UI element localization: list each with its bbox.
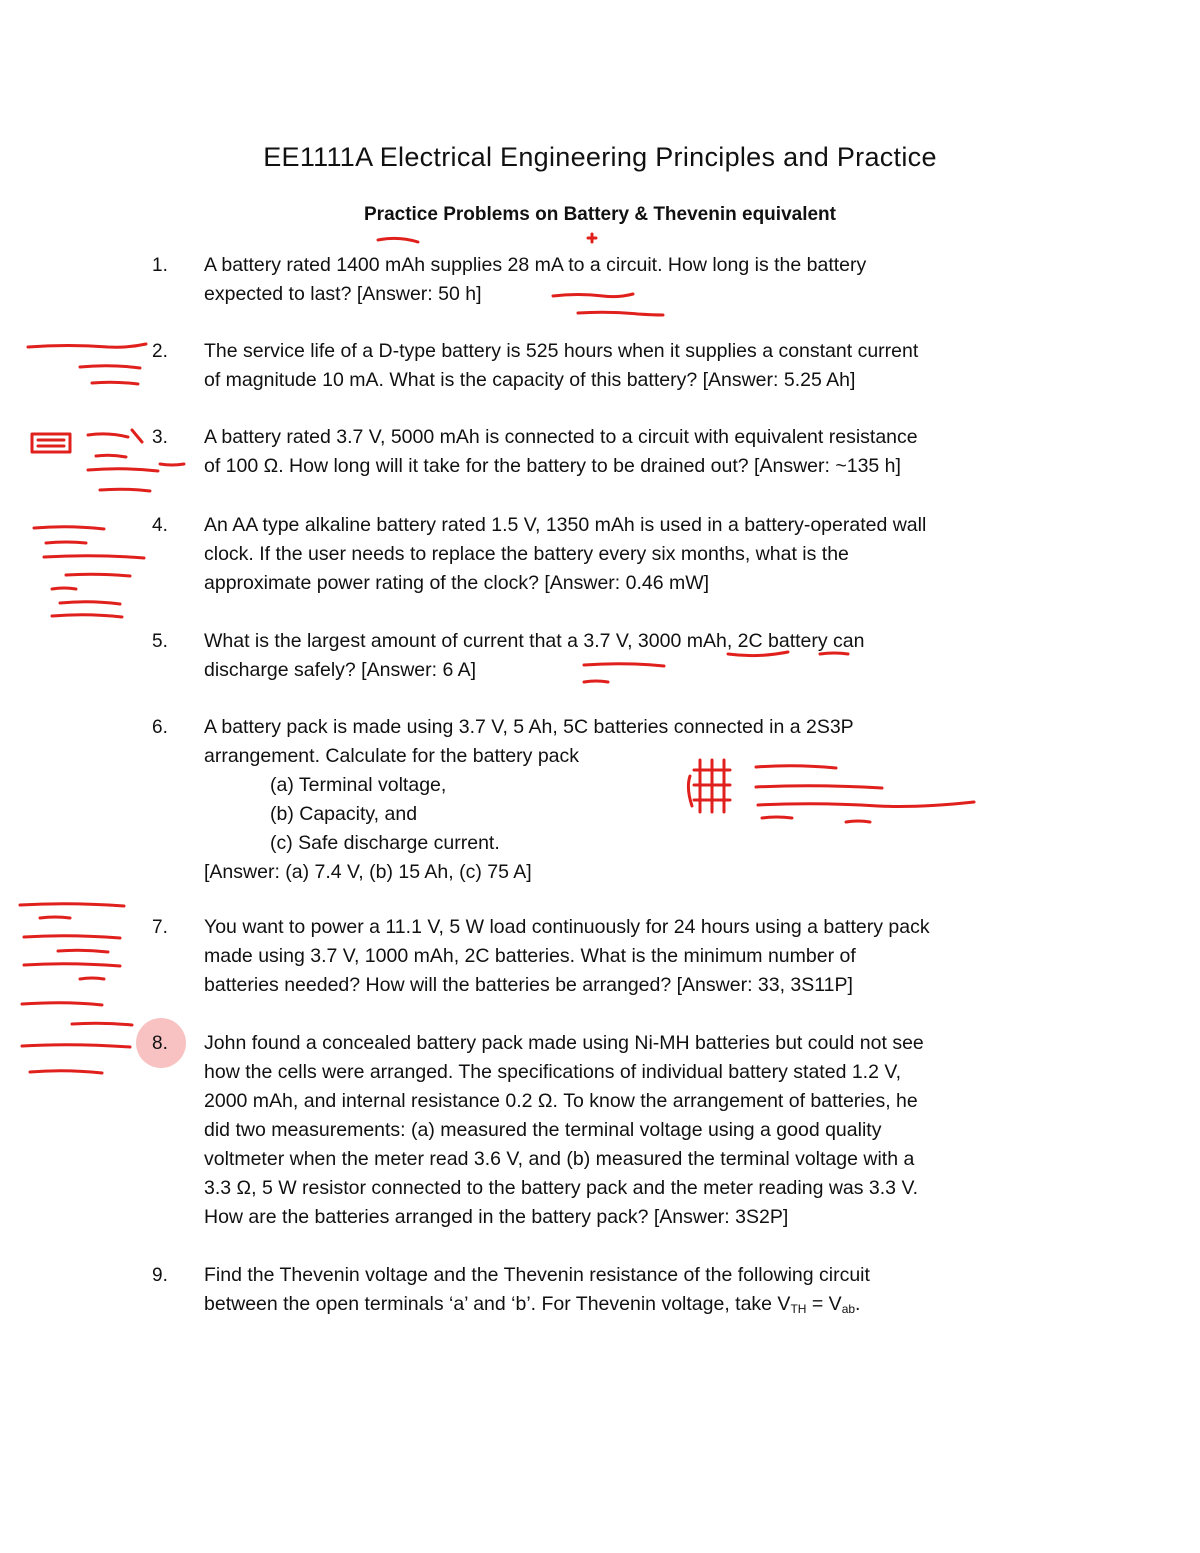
problem-text: A battery rated 3.7 V, 5000 mAh is connected to a circuit with equivalent resistance of 100 Ω. How long will it take for the battery to be drained out? [Answer: ~135 h]	[204, 426, 918, 477]
problem-text: A battery pack is made using 3.7 V, 5 Ah, 5C batteries connected in a 2S3P arrangement. Calculate for the battery pack (a) Terminal voltage, (b) Capacity, and (c) Safe discharge current. [Answer: (a) 7.4 V, (b) 15 Ah, (c) 75 A]	[204, 713, 1074, 887]
scribble	[756, 766, 836, 768]
scribble	[46, 542, 86, 543]
scribble	[22, 1045, 130, 1047]
problem-text: John found a concealed battery pack made using Ni-MH batteries but could not see how the cells were arranged. The specifications of individual battery stated 1.2 V, 2000 mAh, and internal resistance 0.2 Ω. To know the arrangement of batteries, he did two measurements: (a) measured the terminal voltage using a good quality voltmeter when the meter read 3.6 V, and (b) measured the terminal voltage with a 3.3 Ω, 5 W resistor connected to the battery pack and the meter reading was 3.3 V. How are the batteries arranged in the battery pack? [Answer: 3S2P]	[204, 1032, 924, 1228]
page-subtitle: Practice Problems on Battery & Thevenin equivalent	[364, 204, 836, 225]
scribble	[34, 527, 104, 529]
subscript-th: TH	[790, 1302, 807, 1316]
scribble	[584, 664, 664, 666]
problem-number: 7.	[152, 917, 168, 938]
scribble	[758, 802, 974, 807]
problem-number: 1.	[152, 255, 168, 276]
problem-text: You want to power a 11.1 V, 5 W load continuously for 24 hours using a battery pack made using 3.7 V, 1000 mAh, 2C batteries. What is the minimum number of batteries needed? How will the batteries be arranged? [Answer: 33, 3S11P]	[204, 916, 930, 996]
scribble	[22, 1003, 102, 1005]
underline	[820, 653, 848, 654]
problem-text: Find the Thevenin voltage and the Thevenin resistance of the following circuit between the open terminals ‘a’ and ‘b’. For Thevenin voltage, take $V_{TH} = V_{ab}$.	[204, 1264, 870, 1316]
scribble	[38, 440, 64, 446]
problem-text: A battery rated 1400 mAh supplies 28 mA to a circuit. How long is the battery expected to last? [Answer: 50 h]	[204, 254, 867, 305]
problem-number: 9.	[152, 1265, 168, 1286]
problem-number: 5.	[152, 631, 168, 652]
scribble	[28, 344, 146, 347]
scribble	[44, 556, 144, 558]
scribble	[60, 602, 120, 604]
scribble	[58, 950, 108, 952]
scribble	[88, 464, 184, 471]
battery-sketch	[32, 434, 70, 452]
scribble	[584, 681, 608, 682]
scribble	[30, 1071, 102, 1073]
scribble	[100, 489, 150, 491]
scribble	[553, 294, 633, 297]
problem-number: 2.	[152, 341, 168, 362]
scribble	[96, 455, 126, 457]
scribble	[24, 936, 120, 938]
answer: [Answer: (a) 7.4 V, (b) 15 Ah, (c) 75 A]	[204, 861, 532, 883]
scribble	[52, 615, 122, 617]
scribble	[588, 234, 596, 242]
underline	[728, 652, 788, 656]
scribble	[20, 904, 124, 906]
page-title: EE1111A Electrical Engineering Principles and Practice	[263, 142, 937, 172]
scribble	[756, 786, 882, 788]
subitem-a: (a) Terminal voltage,	[270, 774, 447, 796]
scribble	[80, 978, 104, 979]
scribble	[80, 366, 140, 368]
subitem-c: (c) Safe discharge current.	[270, 832, 500, 854]
subscript-ab: ab	[841, 1302, 856, 1316]
scribble	[24, 964, 120, 966]
problem-number: 3.	[152, 427, 168, 448]
problem-number: 8.	[152, 1033, 168, 1054]
scribble	[88, 430, 142, 442]
scribble	[92, 382, 138, 384]
battery-grid-sketch	[688, 760, 730, 812]
scribble	[72, 1023, 132, 1025]
scribble	[52, 588, 76, 589]
problem-text: The service life of a D-type battery is 525 hours when it supplies a constant current of magnitude 10 mA. What is the capacity of this battery? [Answer: 5.25 Ah]	[204, 340, 919, 391]
problem-number: 4.	[152, 515, 168, 536]
scribble	[66, 574, 130, 576]
problem-text: What is the largest amount of current that a 3.7 V, 3000 mAh, 2C battery can discharge safely? [Answer: 6 A]	[204, 630, 865, 681]
scribble	[762, 817, 870, 822]
subitem-b: (b) Capacity, and	[270, 803, 418, 825]
scribble	[578, 312, 663, 315]
problem-text: An AA type alkaline battery rated 1.5 V, 1350 mAh is used in a battery-operated wall clock. If the user needs to replace the battery every six months, what is the approximate power rating of the clock? [Answer: 0.46 mW]	[204, 514, 927, 594]
scribble	[40, 917, 70, 918]
problem-number: 6.	[152, 717, 168, 738]
scribble	[378, 238, 418, 242]
